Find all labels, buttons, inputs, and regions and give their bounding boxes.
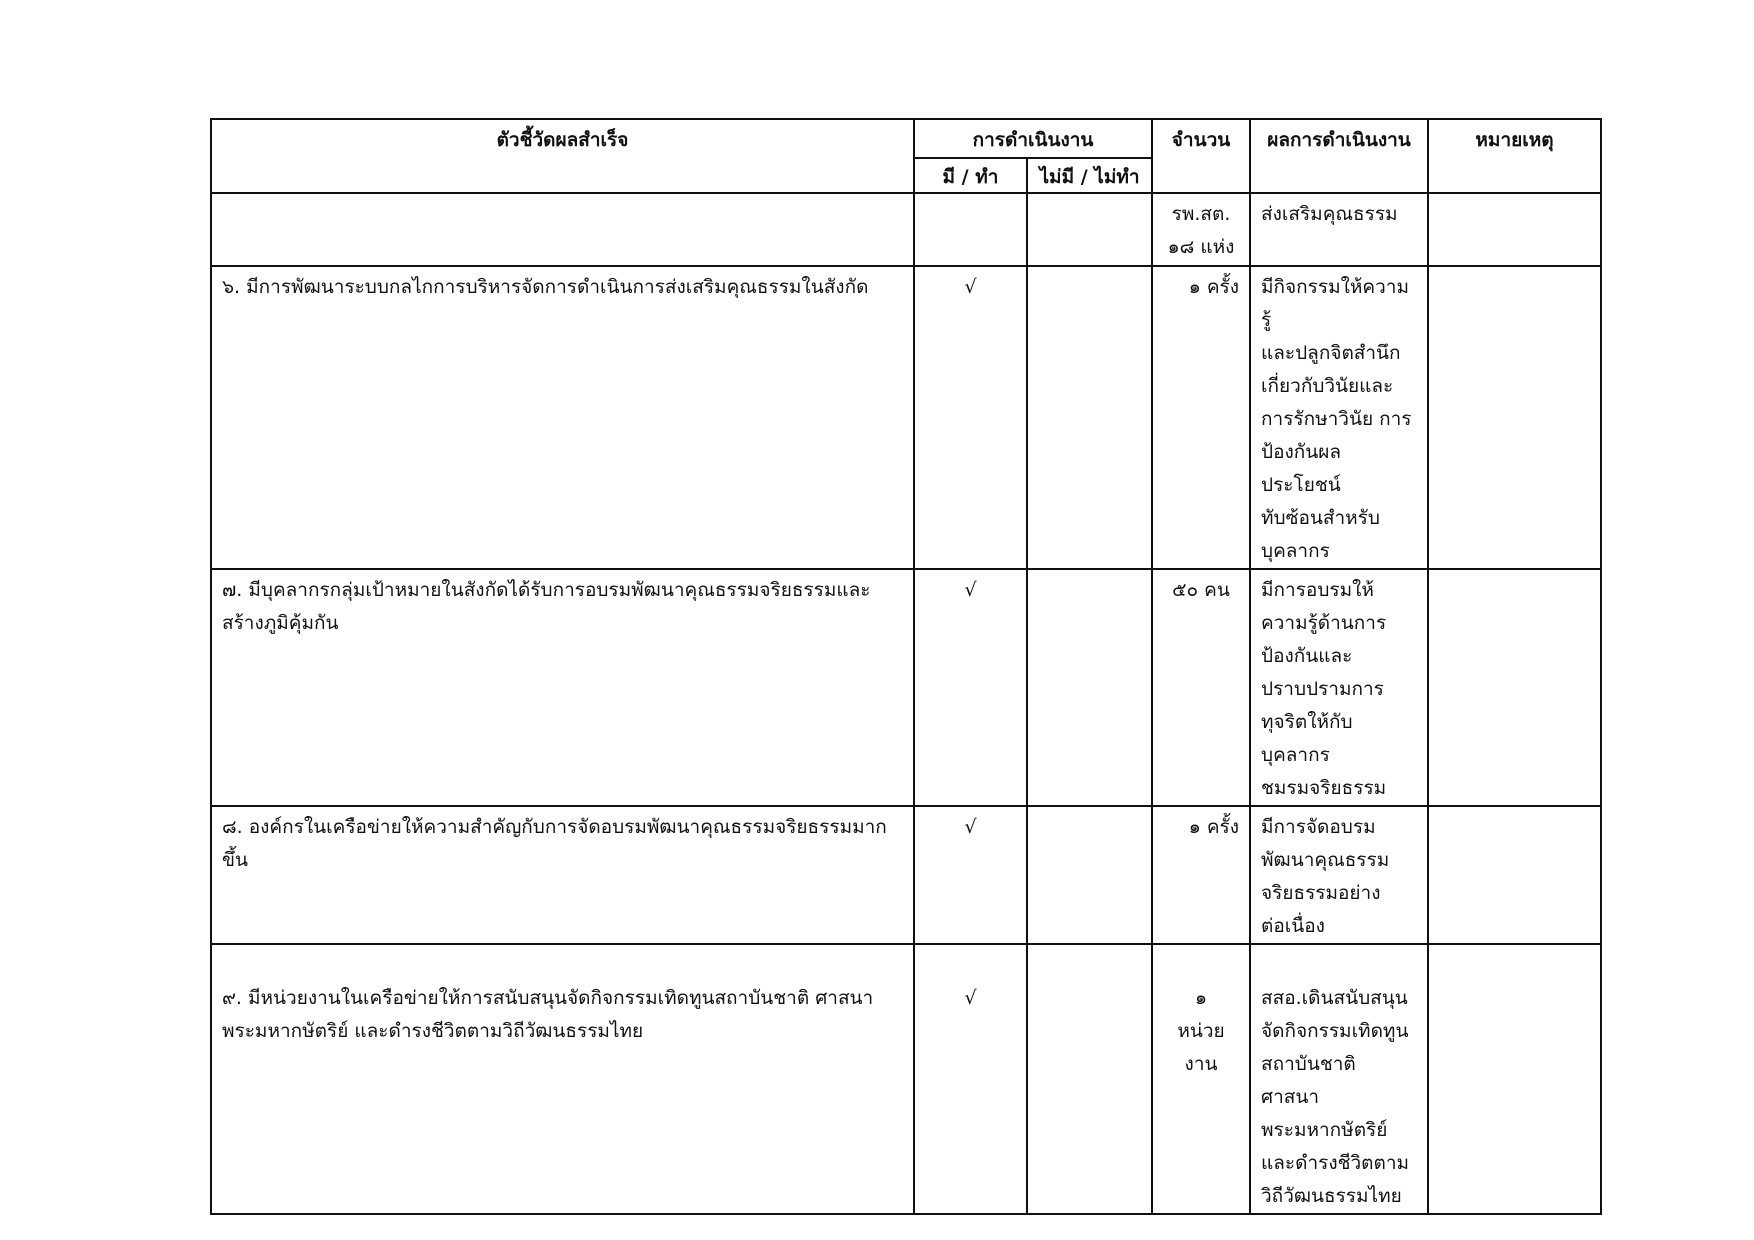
result-line: สถาบันชาติ ศาสนา (1261, 1053, 1356, 1108)
count-line: ๑ (1194, 987, 1208, 1009)
yes-cell: √ (914, 569, 1027, 806)
result-line: ปราบปรามการ (1261, 678, 1384, 700)
result-cell (1250, 569, 1428, 806)
table-row (211, 944, 1601, 1214)
result-cell (1250, 266, 1428, 569)
no-cell (1027, 193, 1152, 266)
table-row (211, 806, 1601, 944)
table-row (211, 569, 1601, 806)
indicator-table (210, 118, 1602, 1215)
indicator-cell (211, 193, 914, 266)
result-line: ทุจริตให้กับบุคลากร (1261, 711, 1353, 766)
indicator-cell (211, 569, 914, 806)
result-cell (1250, 944, 1428, 1214)
indicator-line: ๘. องค์กรในเครือข่ายให้ความสำคัญกับการจัดอบรมพัฒนาคุณธรรมจริยธรรมมากขึ้น (222, 816, 887, 871)
yes-cell (914, 193, 1027, 266)
indicator-cell (211, 806, 914, 944)
count-line: ๑ ครั้ง (1188, 276, 1240, 298)
result-line: ป้องกันและ (1261, 645, 1353, 667)
count-cell (1152, 569, 1250, 806)
header-remark: หมายเหตุ (1428, 119, 1601, 193)
result-line: พระมหากษัตริย์ (1261, 1119, 1388, 1141)
count-line: รพ.สต. (1171, 203, 1231, 225)
header-operation: การดำเนินงาน (914, 119, 1152, 158)
remark-cell (1428, 944, 1601, 1214)
no-cell (1027, 944, 1152, 1214)
count-line: ๕๐ คน (1172, 579, 1230, 601)
remark-cell (1428, 806, 1601, 944)
indicator-line: ๗. มีบุคลากรกลุ่มเป้าหมายในสังกัดได้รับการอบรมพัฒนาคุณธรรมจริยธรรมและสร้างภูมิคุ้มกัน (222, 579, 871, 634)
result-cell (1250, 193, 1428, 266)
count-cell (1152, 266, 1250, 569)
result-line: ป้องกันผลประโยชน์ (1261, 441, 1342, 496)
result-line: และปลูกจิตสำนึก (1261, 342, 1401, 364)
no-cell (1027, 806, 1152, 944)
result-line: ความรู้ด้านการ (1261, 612, 1387, 634)
count-line: ๑ ครั้ง (1188, 816, 1240, 838)
indicator-line: ๙. มีหน่วยงานในเครือข่ายให้การสนับสนุนจัดกิจกรรมเทิดทูนสถาบันชาติ ศาสนา (222, 987, 874, 1009)
remark-cell (1428, 569, 1601, 806)
table-row (211, 193, 1601, 266)
result-line: ชมรมจริยธรรม (1261, 777, 1387, 799)
result-line: มีกิจกรรมให้ความรู้ (1261, 276, 1409, 331)
result-line: ส่งเสริมคุณธรรม (1261, 203, 1398, 225)
result-cell (1250, 806, 1428, 944)
no-cell (1027, 266, 1152, 569)
result-line: จริยธรรมอย่าง (1261, 882, 1381, 904)
result-line: ต่อเนื่อง (1261, 915, 1325, 937)
result-line: พัฒนาคุณธรรม (1261, 849, 1390, 871)
header-result: ผลการดำเนินงาน (1250, 119, 1428, 193)
count-cell (1152, 944, 1250, 1214)
count-line: หน่วยงาน (1177, 1020, 1225, 1075)
indicator-cell (211, 944, 914, 1214)
header-operation-yes: มี / ทำ (914, 158, 1027, 193)
header-count: จำนวน (1152, 119, 1250, 193)
indicator-line: ๖. มีการพัฒนาระบบกลไกการบริหารจัดการดำเนินการส่งเสริมคุณธรรมในสังกัด (222, 276, 869, 298)
count-cell (1152, 806, 1250, 944)
result-line: สสอ.เดินสนับสนุน (1261, 987, 1408, 1009)
table-row (211, 266, 1601, 569)
result-line: มีการจัดอบรม (1261, 816, 1376, 838)
yes-cell: √ (914, 806, 1027, 944)
result-line: จัดกิจกรรมเทิดทูน (1261, 1020, 1409, 1042)
remark-cell (1428, 266, 1601, 569)
result-line: การรักษาวินัย การ (1261, 408, 1412, 430)
yes-cell: √ (914, 944, 1027, 1214)
header-operation-no: ไม่มี / ไม่ทำ (1027, 158, 1152, 193)
result-line: มีการอบรมให้ (1261, 579, 1374, 601)
result-line: วิถีวัฒนธรรมไทย (1261, 1185, 1402, 1207)
result-line: บุคลากร (1261, 540, 1330, 562)
no-cell (1027, 569, 1152, 806)
result-line: เกี่ยวกับวินัยและ (1261, 375, 1394, 397)
remark-cell (1428, 193, 1601, 266)
header-indicator: ตัวชี้วัดผลสำเร็จ (211, 119, 914, 193)
count-line: ๑๘ แห่ง (1167, 236, 1235, 258)
indicator-line: พระมหากษัตริย์ และดำรงชีวิตตามวิถีวัฒนธรรมไทย (222, 1020, 644, 1042)
yes-cell: √ (914, 266, 1027, 569)
indicator-cell (211, 266, 914, 569)
result-line: และดำรงชีวิตตาม (1261, 1152, 1410, 1174)
count-cell (1152, 193, 1250, 266)
result-line: ทับซ้อนสำหรับ (1261, 507, 1380, 529)
